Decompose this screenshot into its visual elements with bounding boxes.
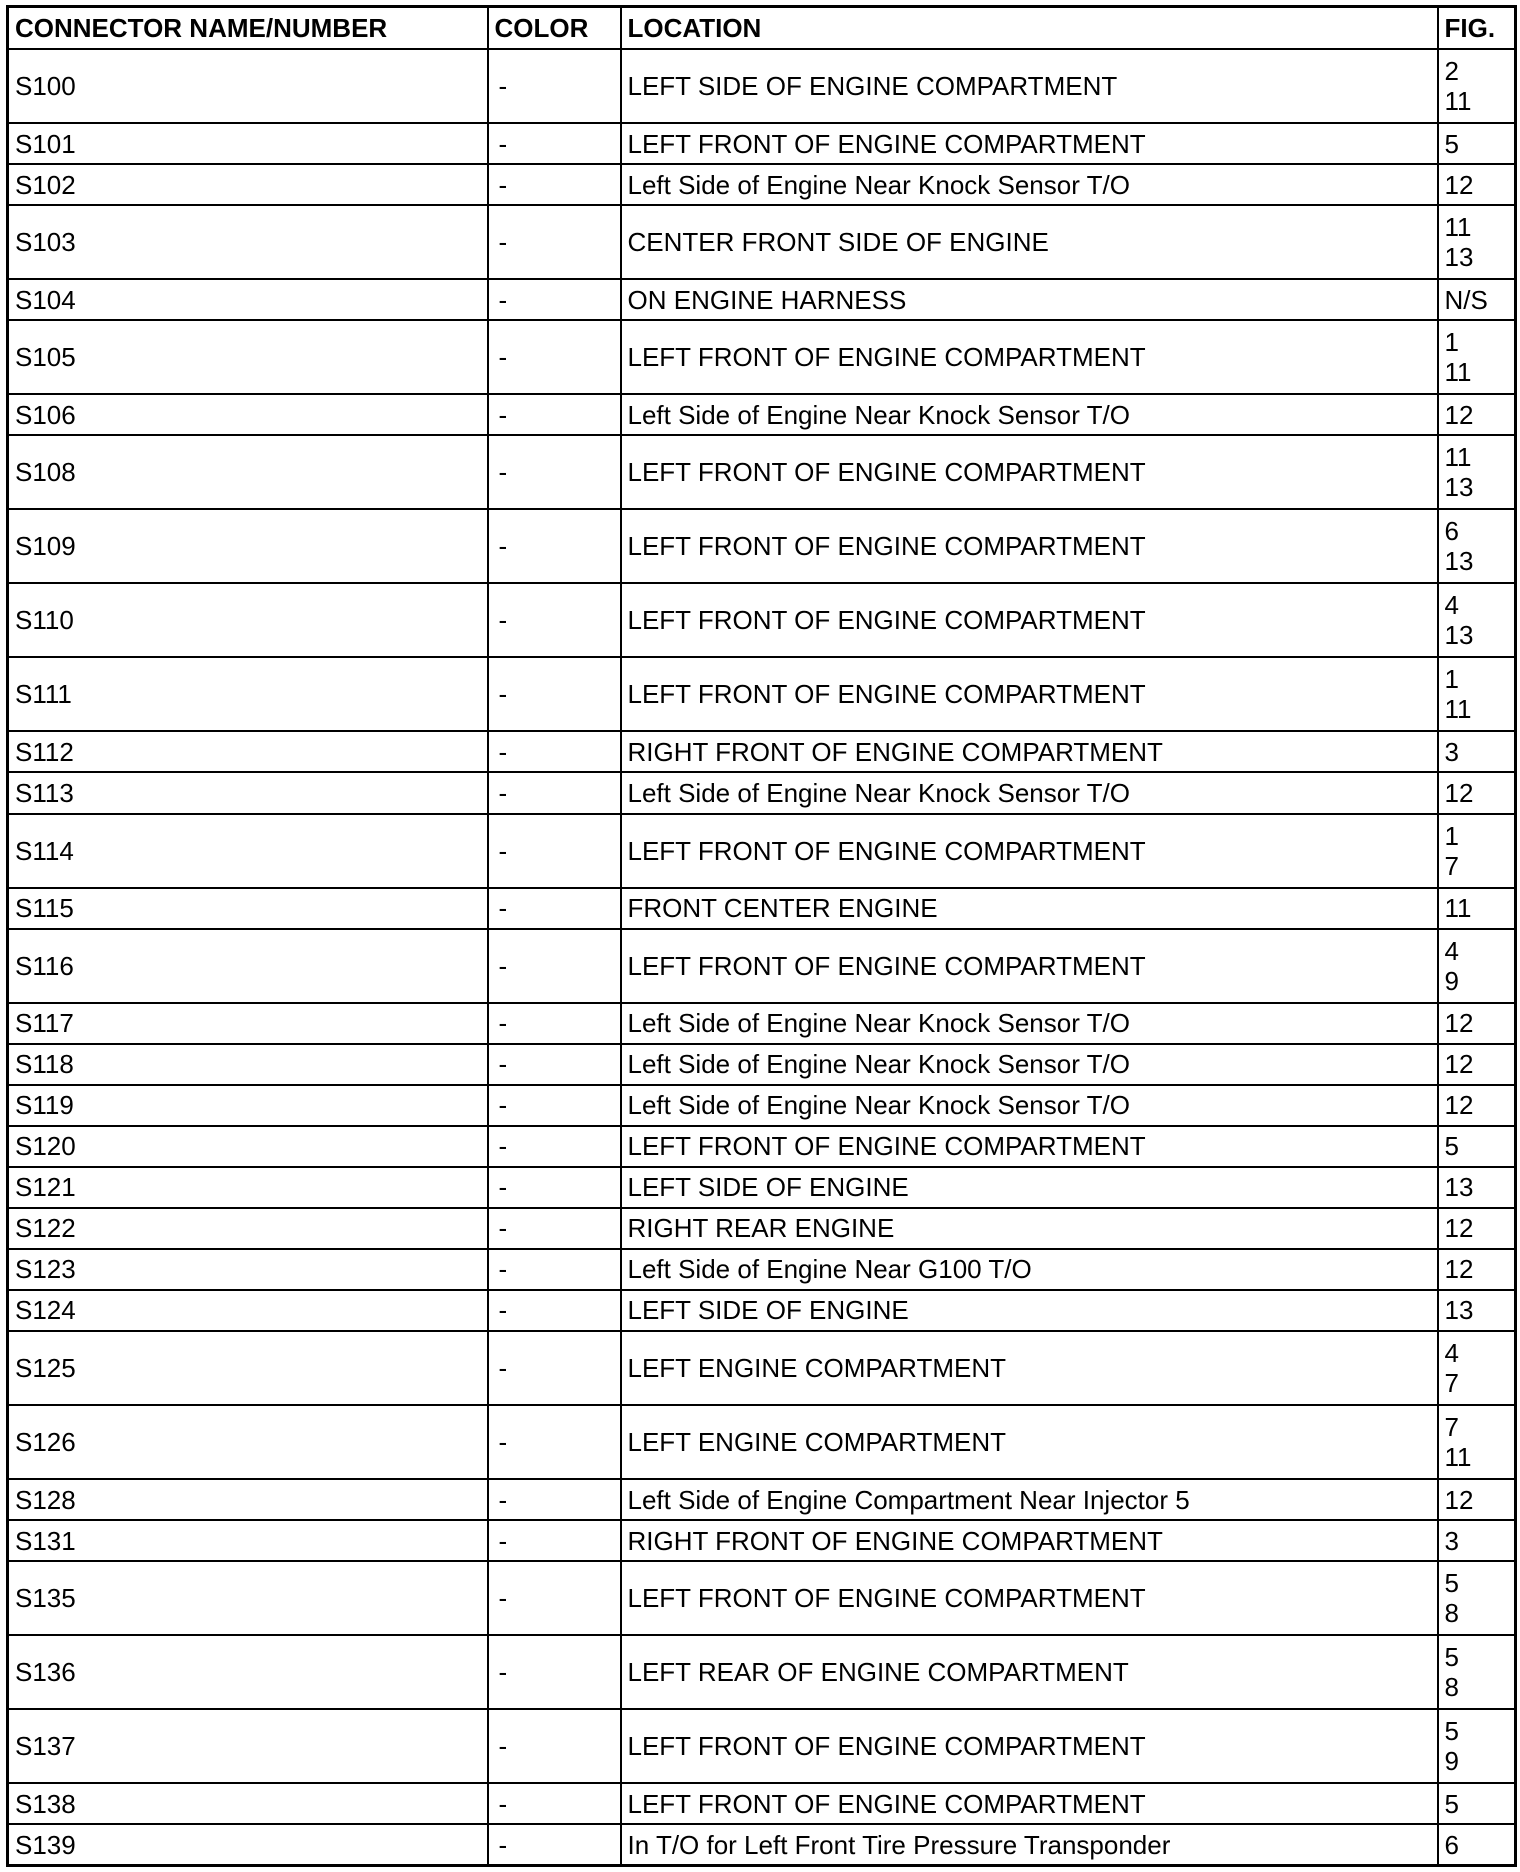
- fig-cell: [1438, 320, 1516, 394]
- color-cell: -: [488, 1635, 621, 1709]
- fig-number: 7: [1444, 850, 1459, 881]
- location-cell: LEFT ENGINE COMPARTMENT: [621, 1405, 1438, 1479]
- color-cell: -: [488, 888, 621, 929]
- table-row: [8, 164, 1516, 205]
- table-row: [8, 1331, 1516, 1405]
- location-cell: Left Side of Engine Compartment Near Injector 5: [621, 1479, 1438, 1520]
- fig-cell: [1438, 1126, 1516, 1167]
- fig-number: 4: [1444, 935, 1459, 966]
- table-row: [8, 394, 1516, 435]
- table-row: [8, 888, 1516, 929]
- table-row: [8, 279, 1516, 320]
- table-row: [8, 1635, 1516, 1709]
- table-row: [8, 123, 1516, 164]
- location-cell: Left Side of Engine Near Knock Sensor T/O: [621, 1044, 1438, 1085]
- fig-cell: [1438, 394, 1516, 435]
- fig-number: 5: [1444, 1716, 1459, 1747]
- fig-number: 13: [1444, 546, 1474, 577]
- color-cell: -: [488, 583, 621, 657]
- connector-name-cell: S106: [8, 394, 488, 435]
- location-cell: LEFT SIDE OF ENGINE: [621, 1290, 1438, 1331]
- fig-cell: [1438, 1405, 1516, 1479]
- table-row: [8, 1520, 1516, 1561]
- connector-name-cell: S103: [8, 205, 488, 279]
- fig-number: 12: [1444, 1484, 1474, 1515]
- color-cell: -: [488, 1783, 621, 1824]
- fig-number: 5: [1444, 1131, 1459, 1162]
- fig-number: 12: [1444, 399, 1474, 430]
- fig-cell: [1438, 814, 1516, 888]
- color-cell: -: [488, 731, 621, 772]
- location-cell: LEFT FRONT OF ENGINE COMPARTMENT: [621, 1783, 1438, 1824]
- location-cell: Left Side of Engine Near Knock Sensor T/O: [621, 772, 1438, 813]
- connector-name-cell: S124: [8, 1290, 488, 1331]
- fig-cell: [1438, 583, 1516, 657]
- table-row: [8, 509, 1516, 583]
- header-location: LOCATION: [621, 7, 1438, 50]
- connector-name-cell: S120: [8, 1126, 488, 1167]
- fig-number: 11: [1444, 1441, 1472, 1472]
- table-row: [8, 772, 1516, 813]
- color-cell: -: [488, 1085, 621, 1126]
- color-cell: -: [488, 1249, 621, 1290]
- fig-number: 3: [1444, 736, 1459, 767]
- location-cell: LEFT SIDE OF ENGINE: [621, 1167, 1438, 1208]
- fig-cell: [1438, 123, 1516, 164]
- fig-number: 12: [1444, 1049, 1474, 1080]
- color-cell: -: [488, 657, 621, 731]
- connector-name-cell: S111: [8, 657, 488, 731]
- table-row: [8, 657, 1516, 731]
- table-row: [8, 1709, 1516, 1783]
- table-row: [8, 929, 1516, 1003]
- fig-number: 2: [1444, 56, 1459, 87]
- location-cell: LEFT FRONT OF ENGINE COMPARTMENT: [621, 657, 1438, 731]
- fig-number: 9: [1444, 965, 1459, 996]
- fig-number: 7: [1444, 1411, 1459, 1442]
- color-cell: -: [488, 1561, 621, 1635]
- table-row: [8, 583, 1516, 657]
- fig-cell: [1438, 1167, 1516, 1208]
- color-cell: -: [488, 164, 621, 205]
- fig-cell: [1438, 1290, 1516, 1331]
- fig-number: 6: [1444, 1829, 1459, 1860]
- fig-number: 12: [1444, 778, 1474, 808]
- connector-name-cell: S109: [8, 509, 488, 583]
- connector-name-cell: S117: [8, 1003, 488, 1044]
- location-cell: Left Side of Engine Near Knock Sensor T/O: [621, 1085, 1438, 1126]
- table-row: [8, 49, 1516, 123]
- location-cell: RIGHT REAR ENGINE: [621, 1208, 1438, 1249]
- connector-name-cell: S138: [8, 1783, 488, 1824]
- table-row: [8, 1249, 1516, 1290]
- connector-name-cell: S113: [8, 772, 488, 813]
- location-cell: Left Side of Engine Near Knock Sensor T/O: [621, 1003, 1438, 1044]
- connector-name-cell: S123: [8, 1249, 488, 1290]
- fig-cell: [1438, 279, 1516, 320]
- connector-name-cell: S128: [8, 1479, 488, 1520]
- fig-number: 9: [1444, 1746, 1459, 1777]
- fig-number: 12: [1444, 1254, 1474, 1285]
- color-cell: -: [488, 1044, 621, 1085]
- location-cell: LEFT FRONT OF ENGINE COMPARTMENT: [621, 814, 1438, 888]
- fig-cell: [1438, 929, 1516, 1003]
- color-cell: -: [488, 205, 621, 279]
- color-cell: -: [488, 929, 621, 1003]
- fig-number: 8: [1444, 1672, 1459, 1703]
- connector-name-cell: S105: [8, 320, 488, 394]
- connector-name-cell: S116: [8, 929, 488, 1003]
- connector-name-cell: S121: [8, 1167, 488, 1208]
- table-row: [8, 435, 1516, 509]
- fig-number: 12: [1444, 1090, 1474, 1121]
- fig-cell: [1438, 772, 1516, 813]
- fig-cell: [1438, 1479, 1516, 1520]
- table-row: [8, 320, 1516, 394]
- header-fig: FIG.: [1438, 7, 1516, 50]
- connector-name-cell: S136: [8, 1635, 488, 1709]
- color-cell: -: [488, 123, 621, 164]
- fig-cell: [1438, 205, 1516, 279]
- table-row: [8, 1561, 1516, 1635]
- color-cell: -: [488, 1520, 621, 1561]
- color-cell: -: [488, 1824, 621, 1865]
- table-row: [8, 1824, 1516, 1865]
- connector-name-cell: S135: [8, 1561, 488, 1635]
- location-cell: LEFT ENGINE COMPARTMENT: [621, 1331, 1438, 1405]
- connector-name-cell: S122: [8, 1208, 488, 1249]
- fig-number: 1: [1444, 820, 1459, 851]
- header-connector-name: CONNECTOR NAME/NUMBER: [8, 7, 488, 50]
- table-row: [8, 1085, 1516, 1126]
- fig-number: 1: [1444, 327, 1459, 358]
- fig-cell: [1438, 1709, 1516, 1783]
- color-cell: -: [488, 320, 621, 394]
- table-row: [8, 1290, 1516, 1331]
- location-cell: LEFT FRONT OF ENGINE COMPARTMENT: [621, 123, 1438, 164]
- color-cell: -: [488, 1167, 621, 1208]
- connector-name-cell: S108: [8, 435, 488, 509]
- location-cell: In T/O for Left Front Tire Pressure Transponder: [621, 1824, 1438, 1865]
- fig-number: 13: [1444, 1295, 1474, 1326]
- fig-number: 13: [1444, 242, 1474, 273]
- table-row: [8, 814, 1516, 888]
- fig-cell: [1438, 1561, 1516, 1635]
- color-cell: -: [488, 279, 621, 320]
- connector-name-cell: S101: [8, 123, 488, 164]
- fig-cell: [1438, 49, 1516, 123]
- location-cell: ON ENGINE HARNESS: [621, 279, 1438, 320]
- fig-cell: [1438, 164, 1516, 205]
- fig-number: 11: [1444, 357, 1472, 388]
- fig-number: 5: [1444, 128, 1459, 159]
- color-cell: -: [488, 509, 621, 583]
- table-row: [8, 1405, 1516, 1479]
- fig-number: 12: [1444, 1213, 1474, 1244]
- connector-name-cell: S115: [8, 888, 488, 929]
- location-cell: Left Side of Engine Near Knock Sensor T/O: [621, 164, 1438, 205]
- connector-name-cell: S104: [8, 279, 488, 320]
- connector-name-cell: S125: [8, 1331, 488, 1405]
- connector-name-cell: S110: [8, 583, 488, 657]
- fig-cell: [1438, 657, 1516, 731]
- color-cell: -: [488, 1709, 621, 1783]
- location-cell: FRONT CENTER ENGINE: [621, 888, 1438, 929]
- fig-number: 4: [1444, 590, 1459, 621]
- fig-number: 8: [1444, 1598, 1459, 1629]
- location-cell: LEFT FRONT OF ENGINE COMPARTMENT: [621, 435, 1438, 509]
- connector-name-cell: S119: [8, 1085, 488, 1126]
- location-cell: LEFT FRONT OF ENGINE COMPARTMENT: [621, 583, 1438, 657]
- location-cell: LEFT FRONT OF ENGINE COMPARTMENT: [621, 1561, 1438, 1635]
- connector-name-cell: S126: [8, 1405, 488, 1479]
- fig-number: 5: [1444, 1642, 1459, 1673]
- fig-cell: [1438, 1520, 1516, 1561]
- connector-name-cell: S100: [8, 49, 488, 123]
- fig-number: 12: [1444, 169, 1474, 200]
- color-cell: -: [488, 49, 621, 123]
- table-row: [8, 1126, 1516, 1167]
- location-cell: LEFT FRONT OF ENGINE COMPARTMENT: [621, 929, 1438, 1003]
- location-cell: LEFT FRONT OF ENGINE COMPARTMENT: [621, 320, 1438, 394]
- fig-number: 13: [1444, 620, 1474, 651]
- color-cell: -: [488, 1405, 621, 1479]
- table-row: [8, 1044, 1516, 1085]
- color-cell: -: [488, 1479, 621, 1520]
- table-body: [8, 49, 1516, 1866]
- table-row: [8, 205, 1516, 279]
- color-cell: -: [488, 1126, 621, 1167]
- fig-number: 11: [1444, 86, 1472, 117]
- color-cell: -: [488, 1208, 621, 1249]
- fig-cell: [1438, 888, 1516, 929]
- color-cell: -: [488, 1290, 621, 1331]
- table-row: [8, 1783, 1516, 1824]
- fig-number: 6: [1444, 516, 1459, 547]
- fig-number: 5: [1444, 1568, 1459, 1599]
- header-row: [8, 7, 1516, 50]
- fig-number: 11: [1444, 442, 1472, 473]
- location-cell: LEFT SIDE OF ENGINE COMPARTMENT: [621, 49, 1438, 123]
- fig-cell: [1438, 1044, 1516, 1085]
- connector-name-cell: S137: [8, 1709, 488, 1783]
- connector-name-cell: S102: [8, 164, 488, 205]
- header-color: COLOR: [488, 7, 621, 50]
- location-cell: LEFT FRONT OF ENGINE COMPARTMENT: [621, 509, 1438, 583]
- fig-cell: [1438, 1331, 1516, 1405]
- fig-cell: [1438, 435, 1516, 509]
- fig-number: 1: [1444, 664, 1459, 695]
- fig-cell: [1438, 1824, 1516, 1865]
- connector-name-cell: S114: [8, 814, 488, 888]
- fig-number: 3: [1444, 1525, 1459, 1556]
- fig-number: 11: [1444, 694, 1472, 725]
- table-row: [8, 731, 1516, 772]
- fig-cell: [1438, 1003, 1516, 1044]
- color-cell: -: [488, 1331, 621, 1405]
- table-row: [8, 1208, 1516, 1249]
- fig-cell: [1438, 1249, 1516, 1290]
- fig-number: 13: [1444, 1172, 1474, 1203]
- fig-number: N/S: [1444, 284, 1488, 315]
- fig-cell: [1438, 1208, 1516, 1249]
- color-cell: -: [488, 394, 621, 435]
- connector-name-cell: S139: [8, 1824, 488, 1865]
- fig-cell: [1438, 509, 1516, 583]
- connector-table: [6, 5, 1517, 1867]
- fig-number: 11: [1444, 212, 1472, 243]
- fig-number: 5: [1444, 1788, 1459, 1819]
- table-row: [8, 1479, 1516, 1520]
- color-cell: -: [488, 814, 621, 888]
- location-cell: Left Side of Engine Near Knock Sensor T/O: [621, 394, 1438, 435]
- location-cell: LEFT FRONT OF ENGINE COMPARTMENT: [621, 1126, 1438, 1167]
- table-row: [8, 1167, 1516, 1208]
- fig-cell: [1438, 1085, 1516, 1126]
- location-cell: RIGHT FRONT OF ENGINE COMPARTMENT: [621, 1520, 1438, 1561]
- connector-name-cell: S118: [8, 1044, 488, 1085]
- location-cell: CENTER FRONT SIDE OF ENGINE: [621, 205, 1438, 279]
- fig-number: 7: [1444, 1367, 1459, 1398]
- fig-cell: [1438, 1783, 1516, 1824]
- fig-cell: [1438, 731, 1516, 772]
- fig-number: 12: [1444, 1008, 1474, 1039]
- location-cell: Left Side of Engine Near G100 T/O: [621, 1249, 1438, 1290]
- location-cell: LEFT FRONT OF ENGINE COMPARTMENT: [621, 1709, 1438, 1783]
- color-cell: -: [488, 435, 621, 509]
- fig-number: 13: [1444, 472, 1474, 503]
- table-row: [8, 1003, 1516, 1044]
- connector-name-cell: S112: [8, 731, 488, 772]
- fig-number: 11: [1444, 893, 1472, 924]
- location-cell: RIGHT FRONT OF ENGINE COMPARTMENT: [621, 731, 1438, 772]
- location-cell: LEFT REAR OF ENGINE COMPARTMENT: [621, 1635, 1438, 1709]
- color-cell: -: [488, 772, 621, 813]
- fig-number: 4: [1444, 1337, 1459, 1368]
- color-cell: -: [488, 1003, 621, 1044]
- connector-name-cell: S131: [8, 1520, 488, 1561]
- fig-cell: [1438, 1635, 1516, 1709]
